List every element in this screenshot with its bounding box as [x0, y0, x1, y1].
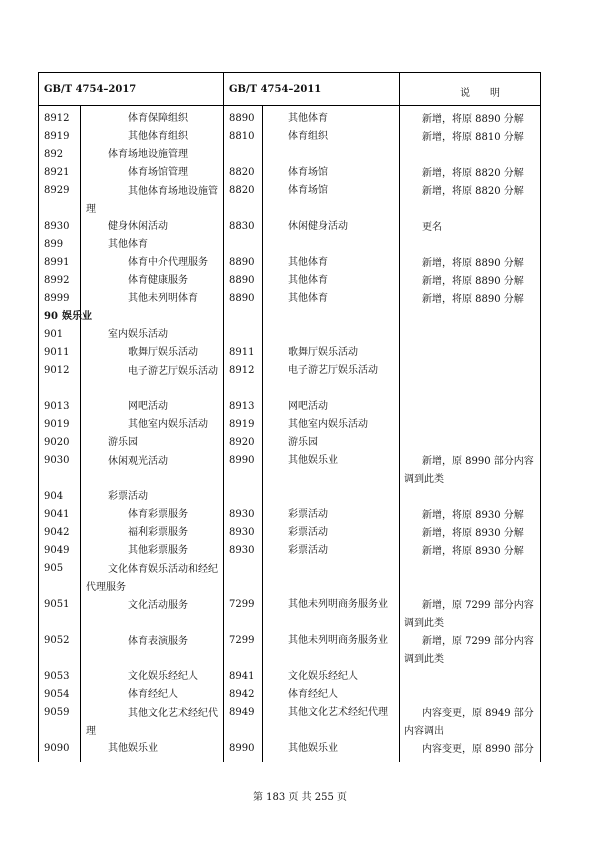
table-row [0, 597, 600, 629]
new-name: 体育经纪人 [128, 689, 178, 700]
old-code: 8949 [229, 707, 255, 718]
new-code: 8912 [44, 113, 70, 124]
table-row [0, 237, 600, 255]
new-name: 体育保障组织 [128, 113, 188, 124]
note: 新增，将原 8820 分解 [422, 168, 524, 179]
note: 新增，将原 8890 分解 [422, 294, 524, 305]
new-code: 9012 [44, 365, 70, 376]
table-row [0, 687, 600, 705]
old-name: 电子游艺厅娱乐活动 [288, 365, 378, 376]
old-code: 8890 [229, 113, 255, 124]
new-name: 体育场馆管理 [128, 167, 188, 178]
new-name: 其他未列明体育 [128, 293, 198, 304]
table-row [0, 669, 600, 687]
old-code: 8912 [229, 365, 255, 376]
note: 新增，原 7299 部分内容调到此类 [404, 636, 534, 665]
new-code: 8919 [44, 131, 70, 142]
new-code: 9059 [44, 707, 70, 718]
old-code: 8930 [229, 545, 255, 556]
old-name: 歌舞厅娱乐活动 [288, 347, 358, 358]
new-code: 9054 [44, 689, 70, 700]
new-code: 8930 [44, 221, 70, 232]
old-code: 8990 [229, 455, 255, 466]
new-code: 892 [44, 149, 64, 160]
table-row [0, 291, 600, 309]
table-top-border [38, 72, 541, 73]
old-name: 其他体育 [288, 275, 328, 286]
table-row [0, 345, 600, 363]
note: 新增，将原 8820 分解 [422, 186, 524, 197]
header-old-standard: GB/T 4754–2011 [229, 84, 322, 95]
old-name: 体育场馆 [288, 185, 328, 196]
old-code: 8990 [229, 743, 255, 754]
old-code: 8930 [229, 527, 255, 538]
new-name: 娱乐业 [62, 311, 92, 322]
table-row [0, 363, 600, 381]
new-code: 9020 [44, 437, 70, 448]
old-name: 其他体育 [288, 257, 328, 268]
new-name: 网吧活动 [128, 401, 168, 412]
note: 新增，将原 8890 分解 [422, 114, 524, 125]
table-row [0, 129, 600, 147]
old-name: 其他体育 [288, 113, 328, 124]
table-row [0, 399, 600, 417]
new-code: 9053 [44, 671, 70, 682]
new-code: 8992 [44, 275, 70, 286]
old-name: 体育场馆 [288, 167, 328, 178]
header-new-standard: GB/T 4754–2017 [44, 84, 137, 95]
new-code: 9051 [44, 599, 70, 610]
table-row [0, 741, 600, 759]
old-code: 8820 [229, 167, 255, 178]
note: 内容变更，原 8990 部分 [422, 744, 534, 755]
table-row [0, 561, 600, 593]
old-code: 8930 [229, 509, 255, 520]
new-name: 其他体育 [108, 239, 148, 250]
new-code: 9052 [44, 635, 70, 646]
new-code: 9041 [44, 509, 70, 520]
page-footer: 第 183 页 共 255 页 [252, 792, 348, 803]
new-code: 9013 [44, 401, 70, 412]
table-row [0, 453, 600, 485]
old-code: 8890 [229, 275, 255, 286]
note: 新增，将原 8890 分解 [422, 276, 524, 287]
new-name: 文化体育娱乐活动和经纪代理服务 [86, 564, 218, 593]
new-code: 9090 [44, 743, 70, 754]
old-name: 其他文化艺术经纪代理 [288, 707, 388, 718]
note: 新增，将原 8930 分解 [422, 546, 524, 557]
table-row [0, 273, 600, 291]
header-note: 说 明 [460, 88, 500, 99]
table-row [0, 435, 600, 453]
table-row [0, 165, 600, 183]
note: 新增，将原 8890 分解 [422, 258, 524, 269]
old-code: 8890 [229, 257, 255, 268]
old-name: 彩票活动 [288, 509, 328, 520]
table-row [0, 309, 600, 327]
note: 新增，将原 8810 分解 [422, 132, 524, 143]
note: 新增，原 7299 部分内容调到此类 [404, 600, 534, 629]
old-name: 其他未列明商务服务业 [288, 635, 388, 646]
new-code: 9019 [44, 419, 70, 430]
old-name: 其他体育 [288, 293, 328, 304]
old-name: 彩票活动 [288, 527, 328, 538]
new-name: 体育中介代理服务 [128, 257, 208, 268]
new-code: 8929 [44, 185, 70, 196]
new-code: 9049 [44, 545, 70, 556]
new-code: 905 [44, 563, 64, 574]
table-row [0, 147, 600, 165]
old-code: 7299 [229, 635, 255, 646]
new-name: 体育彩票服务 [128, 509, 188, 520]
old-code: 8890 [229, 293, 255, 304]
new-code: 9042 [44, 527, 70, 538]
old-name: 其他娱乐业 [288, 743, 338, 754]
new-code: 9011 [44, 347, 70, 358]
old-name: 文化娱乐经纪人 [288, 671, 358, 682]
new-name: 其他室内娱乐活动 [128, 419, 208, 430]
old-name: 其他娱乐业 [288, 455, 338, 466]
note: 新增，将原 8930 分解 [422, 510, 524, 521]
table-row [0, 507, 600, 525]
new-name: 福利彩票服务 [128, 527, 188, 538]
table-row [0, 705, 600, 737]
new-name: 其他娱乐业 [108, 743, 158, 754]
new-code: 9030 [44, 455, 70, 466]
table-row [0, 183, 600, 215]
old-code: 8920 [229, 437, 255, 448]
new-name: 电子游艺厅娱乐活动 [128, 366, 218, 377]
new-name: 文化娱乐经纪人 [128, 671, 198, 682]
table-row [0, 111, 600, 129]
new-name: 体育健康服务 [128, 275, 188, 286]
old-name: 其他未列明商务服务业 [288, 599, 388, 610]
table-row [0, 219, 600, 237]
old-name: 体育组织 [288, 131, 328, 142]
table-row [0, 633, 600, 665]
new-code: 8921 [44, 167, 70, 178]
table-row [0, 327, 600, 345]
old-code: 8919 [229, 419, 255, 430]
new-name: 健身休闲活动 [108, 221, 168, 232]
old-code: 7299 [229, 599, 255, 610]
old-code: 8820 [229, 185, 255, 196]
old-code: 8942 [229, 689, 255, 700]
old-code: 8810 [229, 131, 255, 142]
new-name: 其他体育场地设施管理 [86, 186, 218, 215]
new-name: 休闲观光活动 [108, 456, 168, 467]
new-code: 8991 [44, 257, 70, 268]
old-name: 体育经纪人 [288, 689, 338, 700]
new-name: 其他彩票服务 [128, 545, 188, 556]
new-code: 904 [44, 491, 64, 502]
old-name: 其他室内娱乐活动 [288, 419, 368, 430]
new-name: 文化活动服务 [128, 600, 188, 611]
old-code: 8830 [229, 221, 255, 232]
note: 新增，原 8990 部分内容调到此类 [404, 456, 534, 485]
header-bottom-border [38, 105, 541, 106]
new-name: 彩票活动 [108, 491, 148, 502]
new-code: 8999 [44, 293, 70, 304]
new-name: 游乐园 [108, 437, 138, 448]
note: 新增，将原 8930 分解 [422, 528, 524, 539]
new-name: 其他文化艺术经纪代理 [86, 708, 218, 737]
new-name: 体育表演服务 [128, 636, 188, 647]
new-code: 899 [44, 239, 64, 250]
table-row [0, 543, 600, 561]
new-code: 90 [44, 311, 58, 322]
old-code: 8911 [229, 347, 255, 358]
table-row [0, 525, 600, 543]
note: 更名 [422, 222, 442, 233]
old-name: 休闲健身活动 [288, 221, 348, 232]
new-name: 体育场地设施管理 [108, 149, 188, 160]
table-row [0, 489, 600, 507]
new-name: 歌舞厅娱乐活动 [128, 347, 198, 358]
table-row [0, 255, 600, 273]
table-row [0, 417, 600, 435]
note: 内容变更，原 8949 部分内容调出 [404, 708, 534, 737]
new-code: 901 [44, 329, 64, 340]
new-name: 室内娱乐活动 [108, 329, 168, 340]
old-name: 网吧活动 [288, 401, 328, 412]
old-code: 8913 [229, 401, 255, 412]
old-code: 8941 [229, 671, 255, 682]
old-name: 游乐园 [288, 437, 318, 448]
new-name: 其他体育组织 [128, 131, 188, 142]
old-name: 彩票活动 [288, 545, 328, 556]
